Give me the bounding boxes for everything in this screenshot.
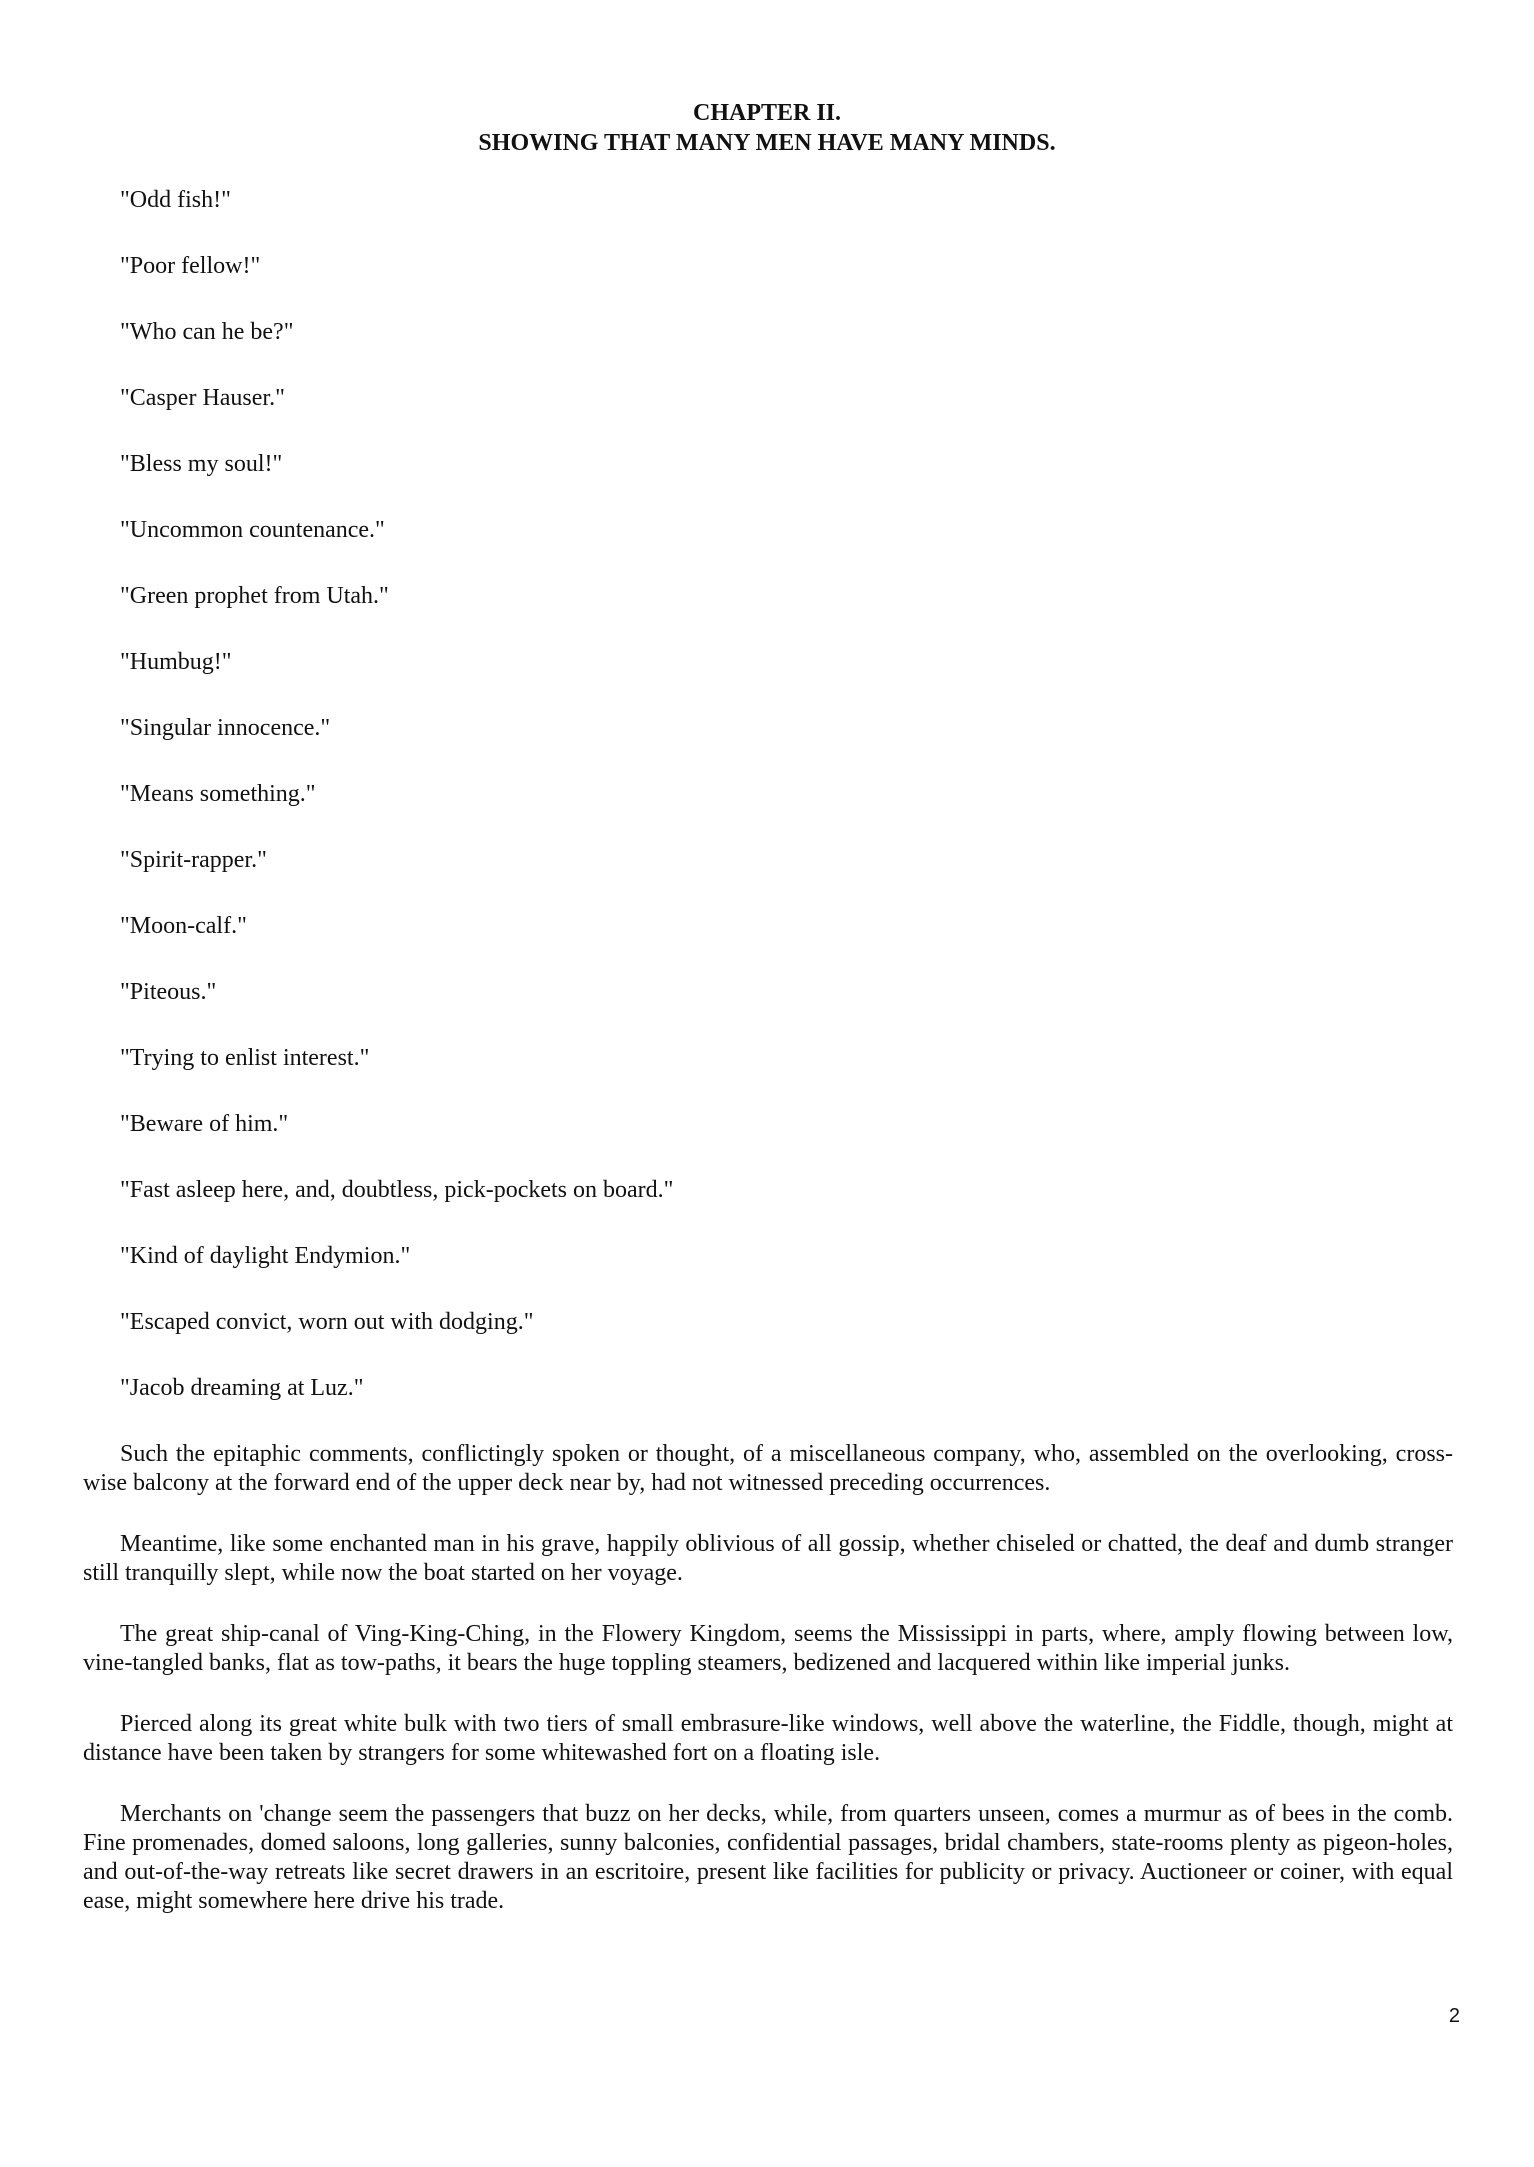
dialogue-line: "Humbug!" [120,649,232,675]
dialogue-line: "Singular innocence." [120,715,331,741]
prose-body [83,1440,1453,1948]
dialogue-line: "Green prophet from Utah." [120,583,389,609]
dialogue-line: "Moon-calf." [120,913,247,939]
dialogue-line: "Spirit-rapper." [120,847,267,873]
paragraph: Merchants on 'change seem the passengers that buzz on her decks, while, from quarters unseen, comes a murmur as of bees in the comb. Fine promenades, domed saloons, long galleries, sunny balconies, confidential passages, bridal chambers, state-rooms plenty as pigeon-holes, and out-of-the-way retreats like secret drawers in an escritoire, present like facilities for publicity or privacy. Auctioneer or coiner, with equal ease, might somewhere here drive his trade. [83,1801,1453,1914]
chapter-title: SHOWING THAT MANY MEN HAVE MANY MINDS. [478,130,1056,156]
paragraph: The great ship-canal of Ving-King-Ching, in the Flowery Kingdom, seems the Mississippi in parts, where, amply flowing between low, vine-tangled banks, flat as tow-paths, it bears the huge toppling steamers, bedizened and lacquered within like imperial junks. [83,1621,1453,1676]
dialogue-line: "Trying to enlist interest." [120,1045,370,1071]
dialogue-line: "Beware of him." [120,1111,289,1137]
dialogue-line: "Bless my soul!" [120,451,283,477]
dialogue-line: "Piteous." [120,979,217,1005]
paragraph: Pierced along its great white bulk with two tiers of small embrasure-like windows, well above the waterline, the Fiddle, though, might at distance have been taken by strangers for some whitewashed fort on a floating isle. [83,1711,1453,1766]
dialogue-line: "Uncommon countenance." [120,517,385,543]
paragraph: Meantime, like some enchanted man in his grave, happily oblivious of all gossip, whether chiseled or chatted, the deaf and dumb stranger still tranquilly slept, while now the boat started on her voyage. [83,1531,1453,1586]
dialogue-line: "Means something." [120,781,316,807]
dialogue-line: "Jacob dreaming at Luz." [120,1375,364,1401]
dialogue-line: "Kind of daylight Endymion." [120,1243,411,1269]
dialogue-line: "Fast asleep here, and, doubtless, pick-pockets on board." [120,1177,674,1203]
dialogue-line: "Odd fish!" [120,187,231,213]
dialogue-line: "Escaped convict, worn out with dodging." [120,1309,534,1335]
page-number: 2 [1448,2005,1460,2027]
dialogue-line: "Casper Hauser." [120,385,285,411]
dialogue-line: "Poor fellow!" [120,253,261,279]
dialogue-line: "Who can he be?" [120,319,294,345]
paragraph: Such the epitaphic comments, conflictingly spoken or thought, of a miscellaneous company, who, assembled on the overlooking, cross-wise balcony at the forward end of the upper deck near by, had not witnessed preceding occurrences. [83,1441,1453,1496]
chapter-number: CHAPTER II. [692,100,842,126]
dialogue-list [120,185,673,1439]
